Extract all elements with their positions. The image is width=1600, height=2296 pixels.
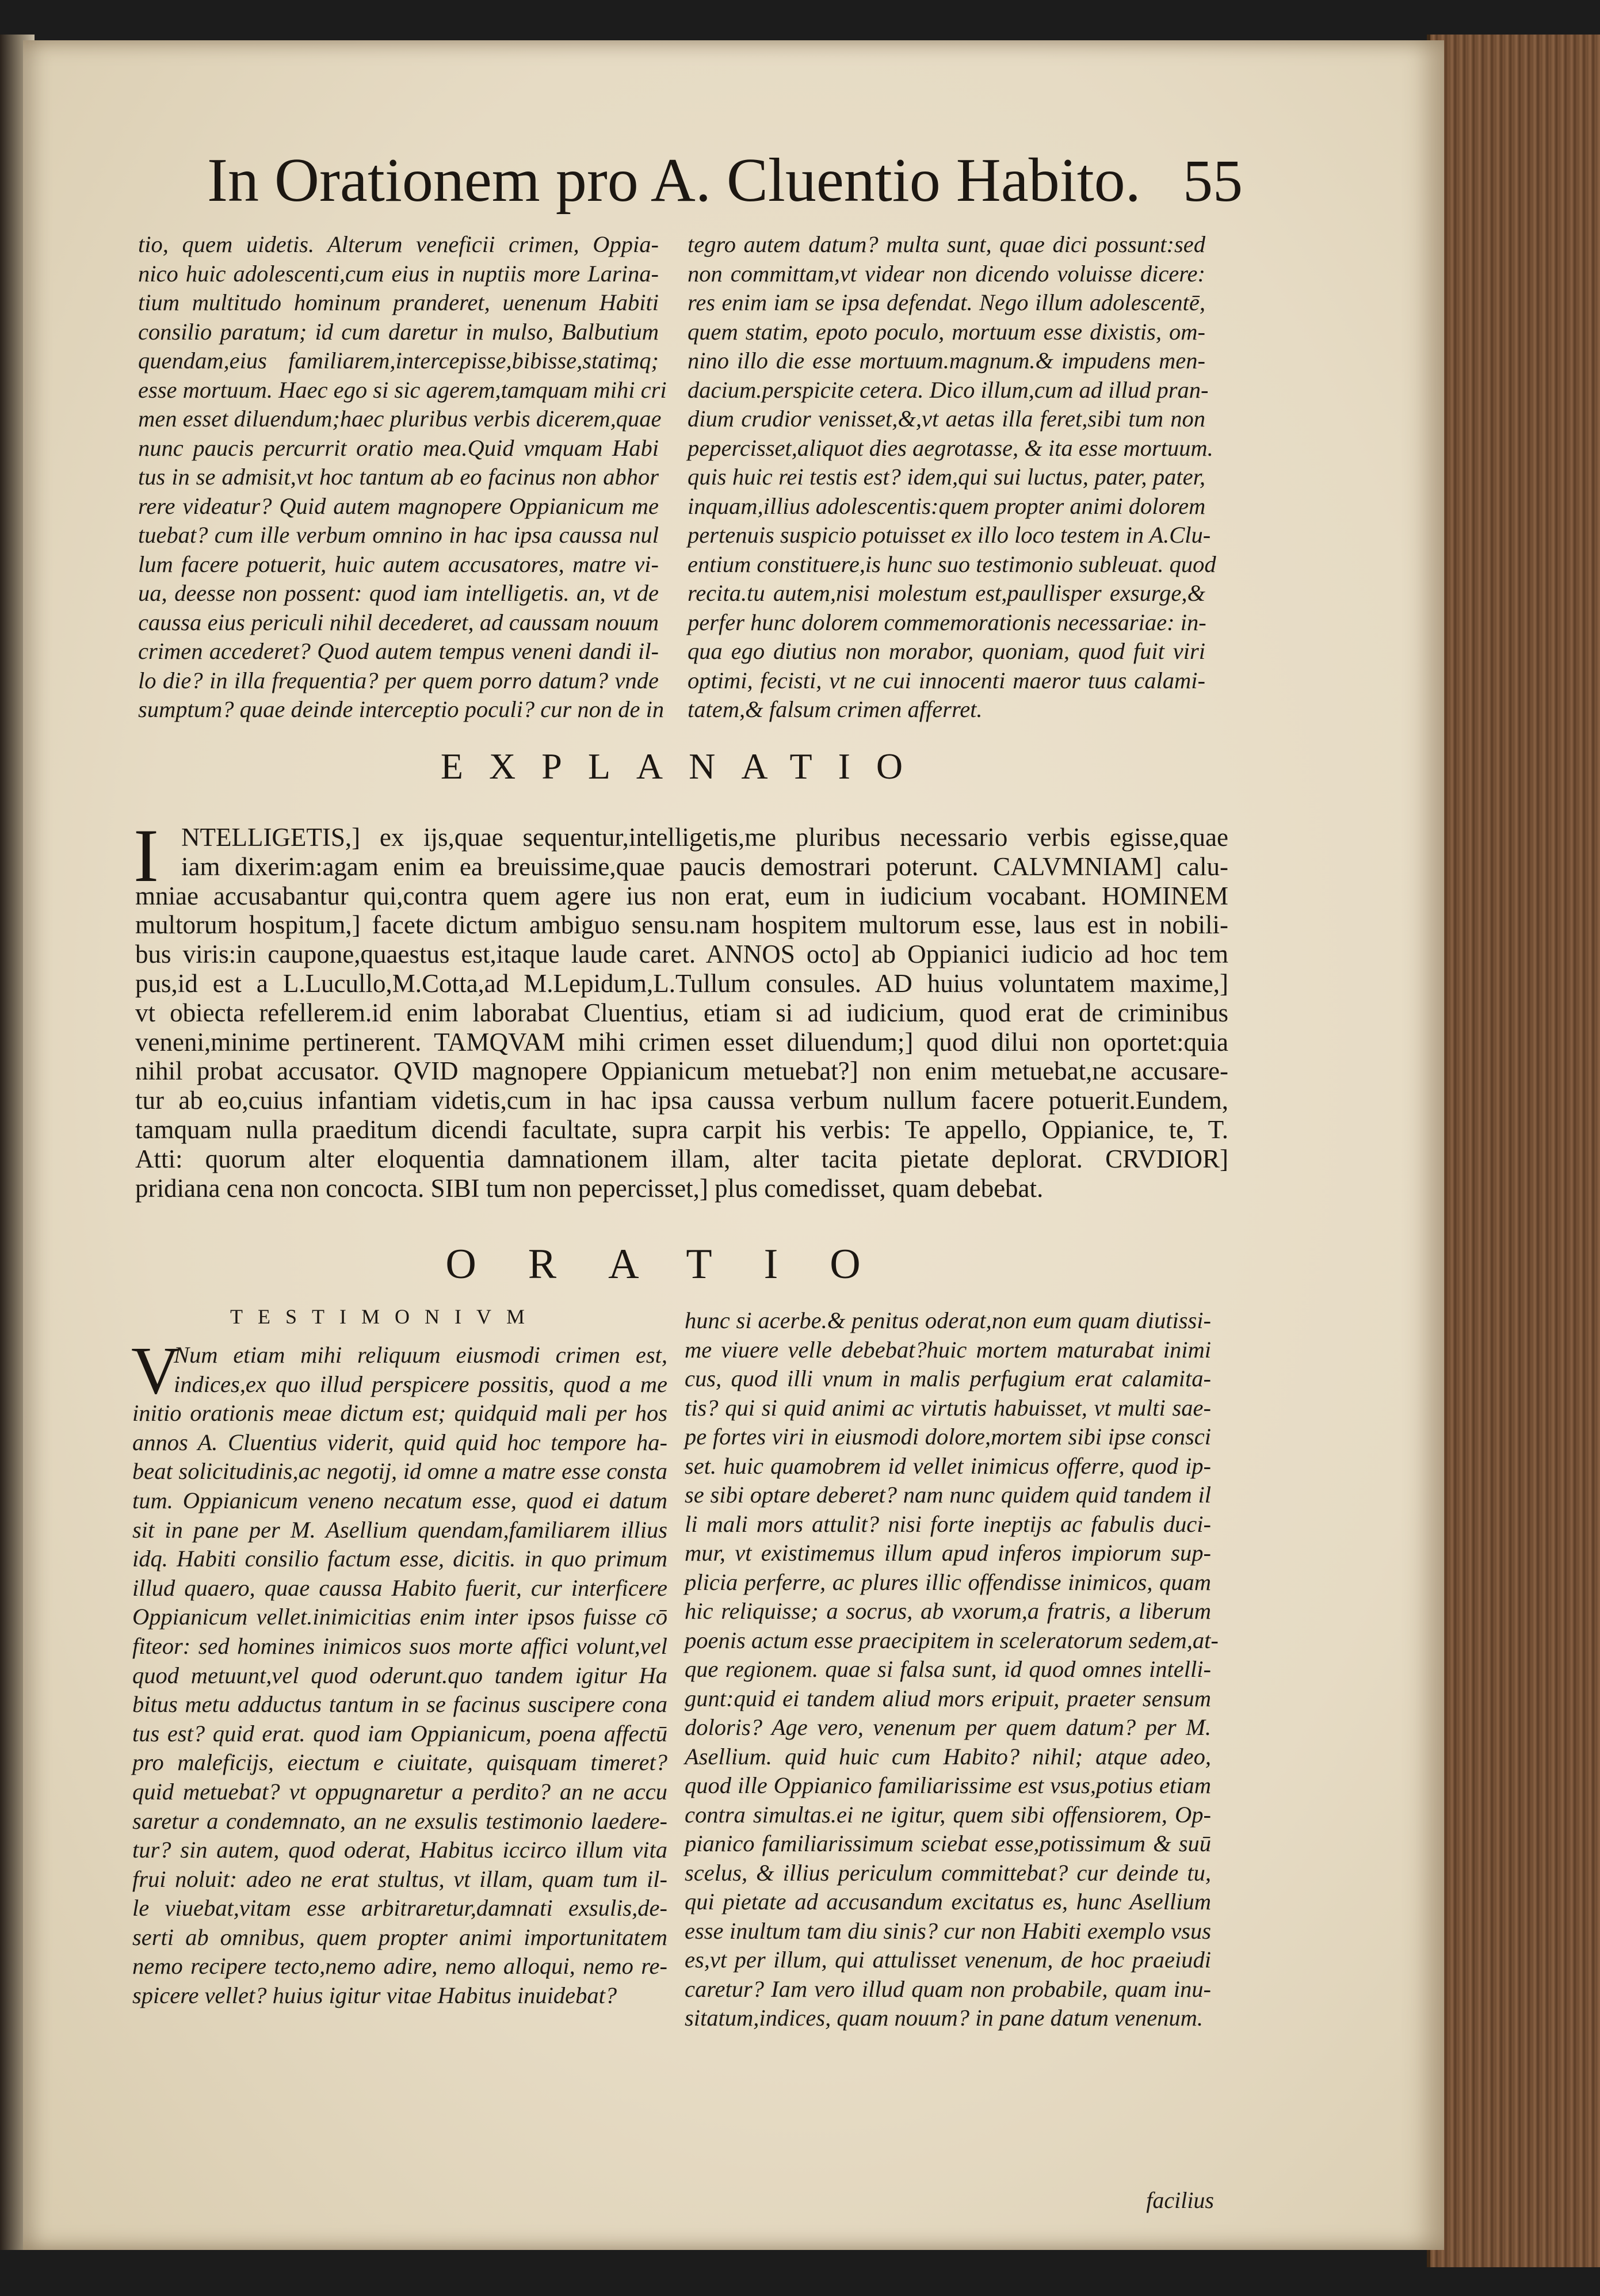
oratio-heading: ORATIO xyxy=(445,1241,912,1288)
text-line: li mali mors attulit? nisi forte ineptijs ac fabulis duci- xyxy=(685,1511,1211,1537)
text-line: caretur? Iam vero illud quam non probabile, quam inu- xyxy=(685,1975,1211,2002)
text-line: pertenuis suspicio potuisset ex illo loco testem in A.Clu- xyxy=(688,522,1211,548)
text-line: bitus metu adductus tantum in se facinus suscipere cona xyxy=(132,1691,667,1718)
text-line: inquam,illius adolescentis:quem propter animi dolorem xyxy=(688,493,1206,519)
text-line: dium crudior venisset,&,vt aetas illa feret,sibi tum non xyxy=(688,406,1205,432)
text-line: tus est? quid erat. quod iam Oppianicum, poena affectū xyxy=(132,1720,667,1746)
text-line: tamquam nulla praeditum dicendi facultate, supra carpit his verbis: Te appello, Oppianice, te, T. xyxy=(135,1115,1228,1144)
text-line: indices,ex quo illud perspicere possitis, quod a me xyxy=(174,1371,667,1397)
text-line: nino illo die esse mortuum.magnum.& impudens men- xyxy=(688,348,1205,373)
text-line: caussa eius periculi nihil decederet, ad caussam nouum xyxy=(138,609,659,635)
text-line: poenis actum esse praecipitem in sceleratorum sedem,at- xyxy=(685,1627,1219,1653)
top-left-column xyxy=(138,230,667,724)
text-line: perfer hunc dolorem commemorationis necessariae: in- xyxy=(688,609,1206,635)
text-line: optimi, fecisti, vt ne cui innocenti maeror tuus calami- xyxy=(688,667,1205,693)
running-header xyxy=(207,146,1243,224)
text-line: tegro autem datum? multa sunt, quae dici possunt:sed xyxy=(688,231,1205,257)
text-line: men esset diluendum;haec pluribus verbis dicerem,quae xyxy=(138,406,662,432)
text-line: hunc si acerbe.& penitus oderat,non eum quam diutissi- xyxy=(685,1307,1211,1333)
book-page-edges xyxy=(1427,35,1600,2267)
text-line: qua ego diutius non morabor, quoniam, quod fuit viri xyxy=(688,638,1205,664)
text-line: plicia perferre, ac plures illic offendisse inimicos, quam xyxy=(685,1569,1211,1595)
text-line: Num etiam mihi reliquum eiusmodi crimen est, xyxy=(174,1342,667,1368)
text-line: beat solicitudinis,ac negotij, id omne a matre esse consta xyxy=(132,1458,667,1485)
text-line: tur? sin autem, quod oderat, Habitus iccirco illum vita xyxy=(132,1837,667,1863)
page-number: 55 xyxy=(1183,148,1243,214)
text-line: multorum hospitum,] facete dictum ambiguo sensu.nam hospitem multorum esse, laus est in nobili- xyxy=(135,910,1228,940)
text-line: mniae accusabantur qui,contra quem agere ius non erat, eum in iudicium vocabant. HOMINEM xyxy=(135,881,1228,910)
testimonium-subheading: TESTIMONIVM xyxy=(230,1305,540,1328)
top-right-column xyxy=(688,230,1216,724)
oratio-left-column xyxy=(131,1333,667,2011)
text-line: saretur a condemnato, an ne exsulis testimonio laedere- xyxy=(132,1807,667,1834)
explanatio-dropcap: I xyxy=(133,813,159,898)
text-line: ua, deesse non possent: quod iam intelligetis. an, vt de xyxy=(138,580,659,606)
text-line: idq. Habiti consilio factum esse, dicitis. in quo primum xyxy=(132,1546,667,1572)
text-line: initio orationis meae dictum est; quidquid mali per hos xyxy=(132,1400,667,1427)
text-line: tuebat? cum ille verbum omnino in hac ipsa caussa nul xyxy=(138,522,659,548)
text-line: Atti: quorum alter eloquentia damnationem illam, alter tacita pietate deplorat. CRVDIOR] xyxy=(135,1144,1228,1173)
text-line: pus,id est a L.Lucullo,M.Cotta,ad M.Lepidum,L.Tullum consules. AD huius voluntatem maxime,] xyxy=(135,968,1228,998)
text-line: contra simultas.ei ne igitur, quem sibi offensiorem, Op- xyxy=(685,1801,1211,1828)
text-line: sumptum? quae deinde interceptio poculi? cur non de in xyxy=(138,696,665,722)
text-line: tium multitudo hominum pranderet, uenenum Habiti xyxy=(138,289,659,315)
text-line: scelus, & illius periculum committebat? cur deinde tu, xyxy=(685,1859,1211,1886)
text-line: gunt:quid ei tandem aliud mors eripuit, praeter sensum xyxy=(685,1685,1211,1711)
oratio-dropcap: V xyxy=(131,1333,181,1408)
text-line: tum. Oppianicum veneno necatum esse, quod ei datum xyxy=(132,1487,667,1513)
text-line: sit in pane per M. Asellium quendam,familiarem illius xyxy=(132,1516,667,1543)
text-line: tio, quem uidetis. Alterum veneficii crimen, Oppia- xyxy=(138,231,659,257)
text-line: hic reliquisse; a socrus, ab vxorum,a fratris, a liberum xyxy=(685,1598,1211,1624)
text-line: pro maleficijs, eiectum e ciuitate, quisquam timeret? xyxy=(132,1749,667,1776)
text-line: bus viris:in caupone,quaestus est,itaque laude caret. ANNOS octo] ab Oppianici iudicio ad hoc tem xyxy=(135,940,1228,969)
text-line: pepercisset,aliquot dies aegrotasse, & ita esse mortuum. xyxy=(688,434,1213,461)
text-line: pe fortes viri in eiusmodi dolore,mortem sibi ipse consci xyxy=(685,1424,1211,1450)
text-line: mur, vt existimemus illum apud inferos impiorum sup- xyxy=(685,1540,1211,1566)
text-line: lum facere potuerit, huic autem accusatores, matre vi- xyxy=(138,551,659,577)
text-line: rere videatur? Quid autem magnopere Oppianicum me xyxy=(138,493,659,519)
text-line: quod metuunt,vel quod oderunt.quo tandem igitur Ha xyxy=(132,1662,667,1688)
text-line: es,vt per illum, qui attulisset venenum, de hoc praeiudi xyxy=(685,1947,1211,1973)
text-line: recita.tu autem,nisi molestum est,paullisper exsurge,& xyxy=(688,580,1205,606)
text-line: tus in se admisit,vt hoc tantum ab eo facinus non abhor xyxy=(138,464,659,490)
text-line: tatem,& falsum crimen afferret. xyxy=(688,696,983,722)
text-line: entium constituere,is hunc suo testimonio subleuat. quod xyxy=(688,551,1216,577)
text-line: crimen accederet? Quod autem tempus veneni dandi il- xyxy=(138,638,659,664)
text-line: tur ab eo,cuius infantiam videtis,cum in hac ipsa caussa verbum nullum facere potuerit.Eundem, xyxy=(135,1086,1228,1115)
text-line: sitatum,indices, quam nouum? in pane datum venenum. xyxy=(685,2005,1204,2031)
text-line: set. huic quamobrem id vellet inimicus offerre, quod ip- xyxy=(685,1452,1211,1479)
catchword: facilius xyxy=(1146,2187,1214,2213)
text-line: quod ille Oppianico familiarissime est vsus,potius etiam xyxy=(685,1772,1211,1798)
text-line: quendam,eius familiarem,intercepisse,bibisse,statimq; xyxy=(138,348,659,373)
text-line: non committam,vt videar non dicendo voluisse dicere: xyxy=(688,260,1205,287)
text-line: esse inultum tam diu sinis? cur non Habiti exemplo vsus xyxy=(685,1917,1211,1944)
text-line: pianico familiarissimum sciebat esse,potissimum & suū xyxy=(685,1830,1211,1856)
text-line: vt obiecta refellerem.id enim laborabat Cluentius, etiam si ad iudicium, quod erat de criminibus xyxy=(135,998,1228,1027)
text-line: consilio paratum; id cum daretur in mulso, Balbutium xyxy=(138,318,659,345)
text-line: doloris? Age vero, venenum per quem datum? per M. xyxy=(685,1714,1211,1740)
text-line: iam dixerim:agam enim ea breuissime,quae paucis demostrari poterunt. CALVMNIAM] calu- xyxy=(181,852,1228,881)
explanatio-heading: EXPLANATIO xyxy=(440,746,929,787)
text-line: nemo recipere tecto,nemo adire, nemo alloqui, nemo re- xyxy=(132,1953,667,1980)
text-line: me viuere velle debebat?huic mortem maturabat inimi xyxy=(685,1336,1211,1363)
text-line: spicere vellet? huius igitur vitae Habitus inuidebat? xyxy=(132,1982,617,2009)
text-line: se sibi optare deberet? nam nunc quidem quid tandem il xyxy=(685,1482,1211,1508)
text-line: frui noluit: adeo ne erat stultus, vt illam, quam tum il- xyxy=(132,1866,667,1892)
text-line: tis? qui si quid animi ac virtutis habuisset, vt multi sae- xyxy=(685,1394,1211,1421)
text-line: res enim iam se ipsa defendat. Nego illum adolescentē, xyxy=(688,289,1205,315)
text-line: nico huic adolescenti,cum eius in nuptiis more Larina- xyxy=(138,260,659,287)
text-line: lo die? in illa frequentia? per quem porro datum? vnde xyxy=(138,667,659,693)
text-line: qui pietate ad accusandum excitatus es, hunc Asellium xyxy=(685,1889,1211,1914)
text-line: que regionem. quae si falsa sunt, id quod omnes intelli- xyxy=(685,1656,1211,1682)
text-line: Oppianicum vellet.inimicitias enim inter ipsos fuisse cō xyxy=(132,1604,667,1630)
text-line: veneni,minime pertinerent. TAMQVAM mihi crimen esset diluendum;] quod dilui non oportet:quia xyxy=(135,1027,1228,1057)
text-line: nunc paucis percurrit oratio mea.Quid vmquam Habi xyxy=(138,434,659,461)
text-line: NTELLIGETIS,] ex ijs,quae sequentur,intelligetis,me pluribus necessario verbis egisse,quae xyxy=(181,823,1228,852)
oratio-right-column xyxy=(685,1306,1219,2033)
text-line: pridiana cena non concocta. SIBI tum non pepercisset,] plus comedisset, quam debebat. xyxy=(135,1173,1044,1203)
text-line: dacium.perspicite cetera. Dico illum,cum ad illud pran- xyxy=(688,376,1209,403)
text-line: fiteor: sed homines inimicos suos morte affici volunt,vel xyxy=(132,1633,667,1659)
text-line: esse mortuum. Haec ego si sic agerem,tamquam mihi cri xyxy=(138,376,667,403)
text-line: Asellium. quid huic cum Habito? nihil; atque adeo, xyxy=(685,1743,1211,1769)
explanatio-text xyxy=(133,813,1228,1203)
text-line: nihil probat accusator. QVID magnopere Oppianicum metuebat?] non enim metuebat,ne accusare- xyxy=(135,1057,1228,1086)
text-line: quid metuebat? vt oppugnaretur a perdito? an ne accu xyxy=(132,1778,667,1805)
text-line: cus, quod illi vnum in malis perfugium erat calamita- xyxy=(685,1366,1211,1391)
text-line: le viuebat,vitam esse arbitraretur,damnati exsulis,de- xyxy=(132,1895,667,1921)
text-line: serti ab omnibus, quem propter animi importunitatem xyxy=(132,1924,667,1950)
text-line: annos A. Cluentius viderit, quid quid hoc tempore ha- xyxy=(132,1429,667,1455)
running-title: In Orationem pro A. Cluentio Habito. xyxy=(207,146,1141,215)
text-line: illud quaero, quae caussa Habito fuerit, cur interficere xyxy=(132,1574,667,1601)
text-line: quis huic rei testis est? idem,qui sui luctus, pater, pater, xyxy=(688,464,1205,490)
text-line: quem statim, epoto poculo, mortuum esse dixistis, om- xyxy=(688,318,1205,345)
